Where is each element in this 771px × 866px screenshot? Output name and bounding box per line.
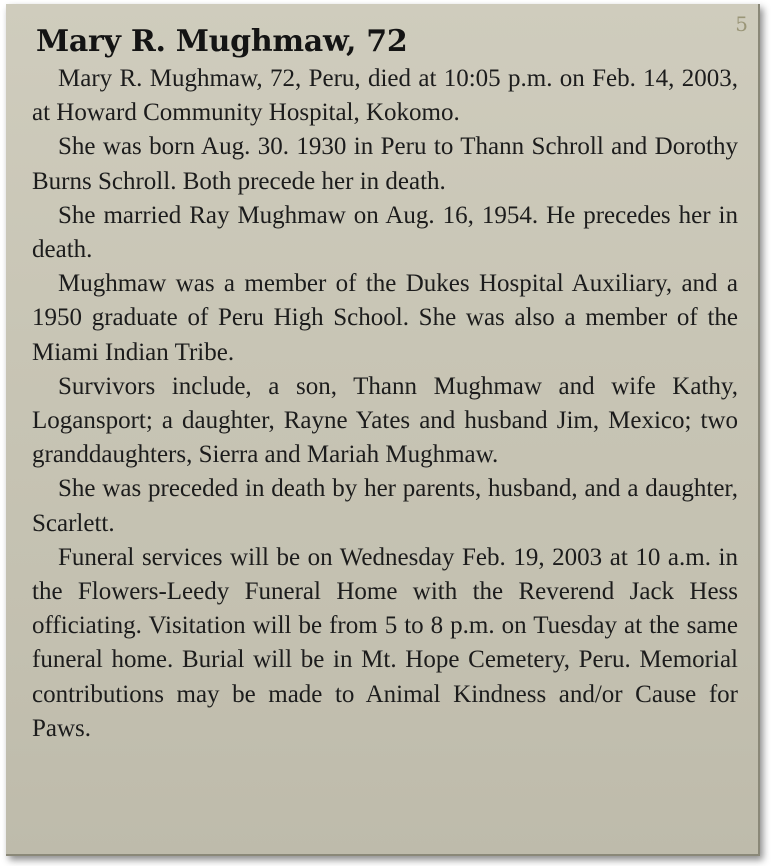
- obituary-body: [32, 62, 738, 746]
- paragraph-birth: She was born Aug. 30. 1930 in Peru to Thann Schroll and Dorothy Burns Schroll. Both precede her in death.: [32, 133, 738, 195]
- paragraph-services: Funeral services will be on Wednesday Feb. 19, 2003 at 10 a.m. in the Flowers-Leedy Funeral Home with the Reverend Jack Hess officiating. Visitation will be from 5 to 8 p.m. on Tuesday at the same funeral home. Burial will be in Mt. Hope Cemetery, Peru. Memorial contributions may be made to Animal Kindness and/or Cause for Paws.: [32, 543, 738, 742]
- paragraph-survivors: Survivors include, a son, Thann Mughmaw and wife Kathy, Logansport; a daughter, Rayne Yates and husband Jim, Mexico; two granddaughters, Sierra and Mariah Mughmaw.: [32, 372, 738, 469]
- page-number: 5: [735, 12, 748, 36]
- paragraph-memberships: Mughmaw was a member of the Dukes Hospital Auxiliary, and a 1950 graduate of Peru High School. She was also a member of the Miami Indian Tribe.: [32, 270, 738, 366]
- obituary-headline: Mary R. Mughmaw, 72: [36, 24, 408, 59]
- paragraph-preceded: She was preceded in death by her parents, husband, and a daughter, Scarlett.: [32, 475, 738, 537]
- paragraph-death: Mary R. Mughmaw, 72, Peru, died at 10:05 p.m. on Feb. 14, 2003, at Howard Community Hospital, Kokomo.: [32, 65, 738, 127]
- newspaper-clipping: [6, 4, 760, 856]
- paragraph-marriage: She married Ray Mughmaw on Aug. 16, 1954. He precedes her in death.: [32, 201, 738, 264]
